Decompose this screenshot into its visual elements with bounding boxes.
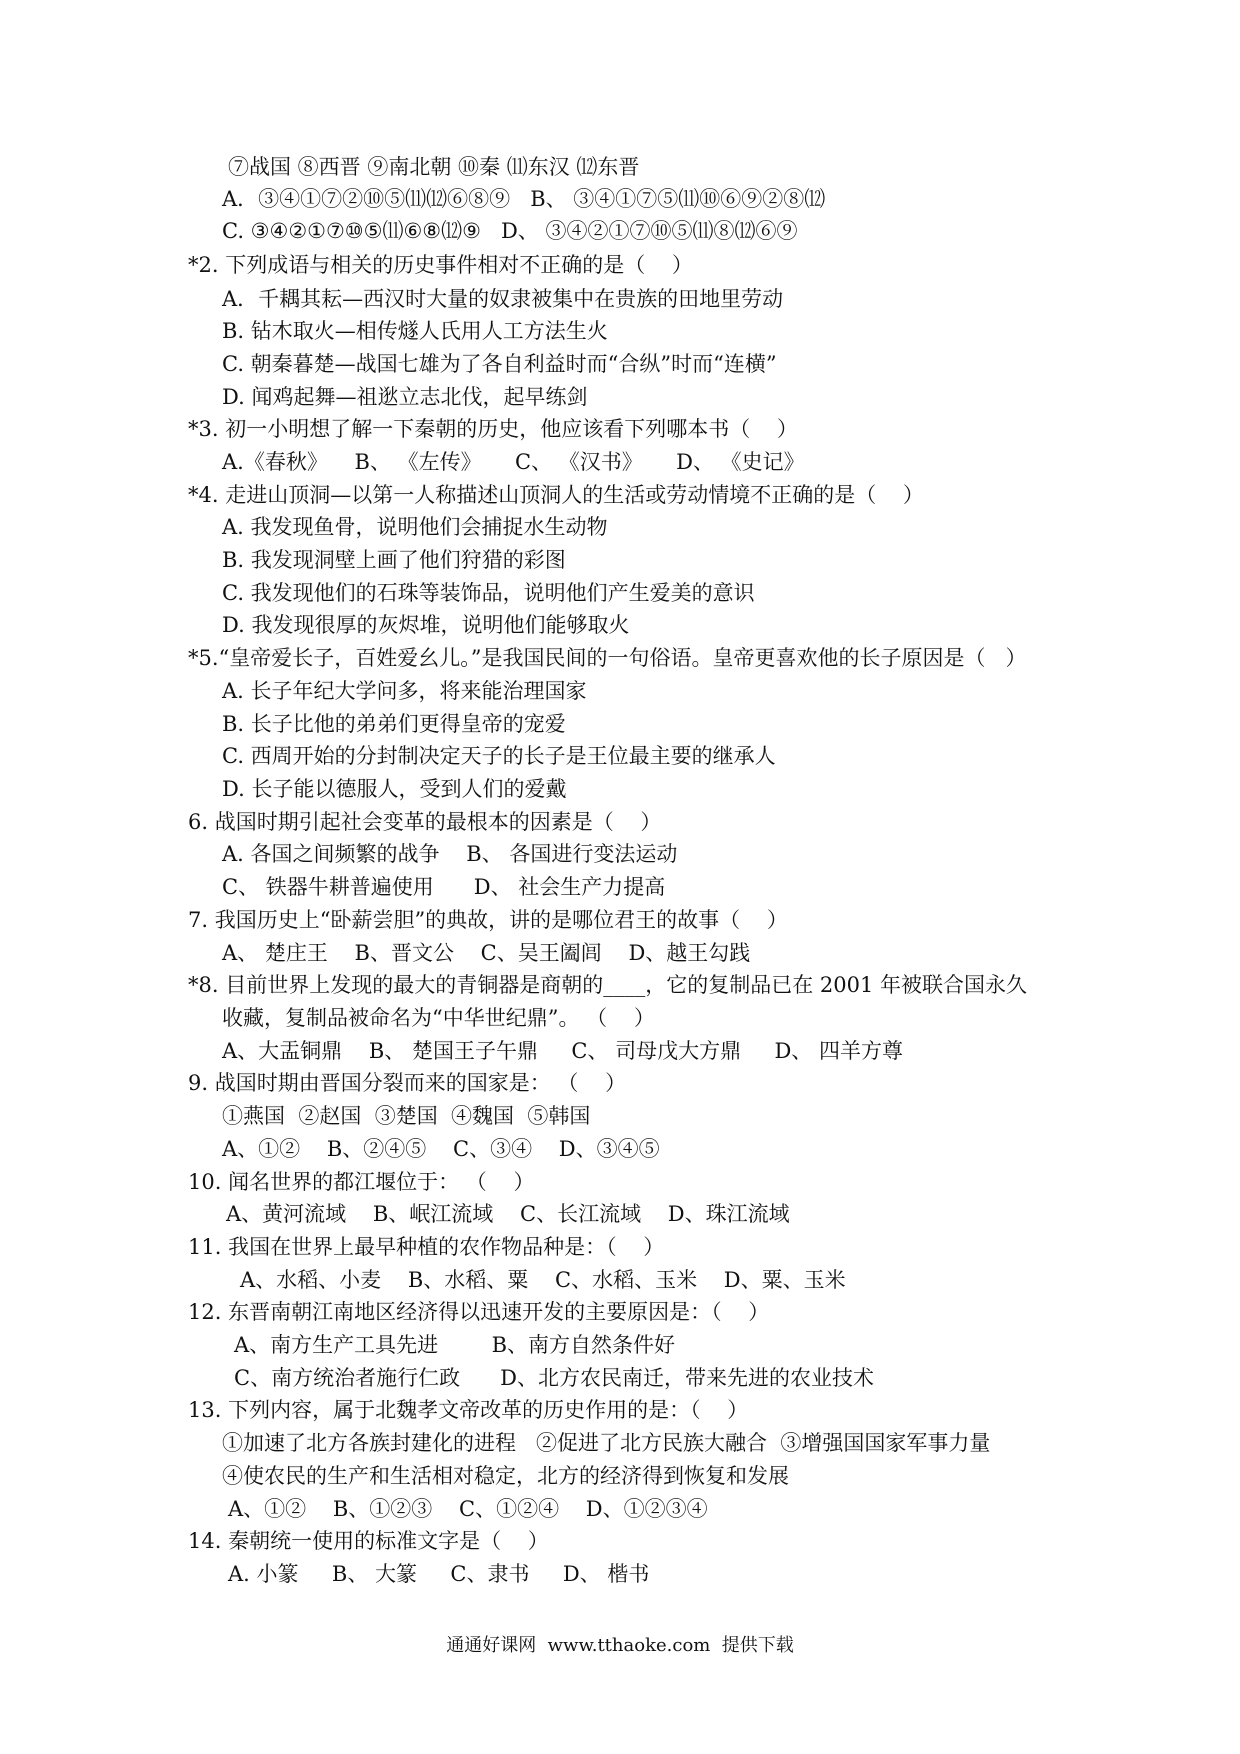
q12-options-ab: A、南方生产工具先进 B、南方自然条件好: [234, 1333, 675, 1357]
q14-question: 14. 秦朝统一使用的标准文字是（ ）: [188, 1529, 549, 1553]
q10-question: 10. 闻名世界的都江堰位于： （ ）: [188, 1170, 535, 1194]
q12-question: 12. 东晋南朝江南地区经济得以迅速开发的主要原因是：（ ）: [188, 1300, 770, 1324]
q8-options: A、大盂铜鼎 B、 楚国王子午鼎 C、 司母戊大方鼎 D、 四羊方尊: [222, 1039, 903, 1063]
q6-question: 6. 战国时期引起社会变革的最根本的因素是（ ）: [188, 810, 662, 834]
q4-question: *4. 走进山顶洞—以第一人称描述山顶洞人的生活或劳动情境不正确的是（ ）: [188, 483, 924, 507]
q2-option-a: A．千耦其耘—西汉时大量的奴隶被集中在贵族的田地里劳动: [222, 287, 784, 311]
q1-options-ab: A．③④①⑦②⑩⑤⑾⑿⑥⑧⑨ B、 ③④①⑦⑤⑾⑩⑥⑨②⑧⑿: [222, 187, 826, 211]
q7-options: A、 楚庄王 B、晋文公 C、吴王阖闾 D、越王勾践: [222, 941, 751, 965]
q11-options: A、水稻、小麦 B、水稻、粟 C、水稻、玉米 D、粟、玉米: [240, 1268, 846, 1292]
q1-eras-list: ⑦战国 ⑧西晋 ⑨南北朝 ⑩秦 ⑾东汉 ⑿东晋: [228, 155, 640, 179]
q12-options-cd: C、南方统治者施行仁政 D、北方农民南迁，带来先进的农业技术: [234, 1366, 874, 1390]
q9-items: ①燕国 ②赵国 ③楚国 ④魏国 ⑤韩国: [222, 1104, 591, 1128]
q1-options-cd: C. ③④②①⑦⑩⑤⑾⑥⑧⑿⑨ D、 ③④②①⑦⑩⑤⑾⑧⑿⑥⑨: [222, 219, 798, 243]
q2-option-c: C. 朝秦暮楚—战国七雄为了各自利益时而“合纵”时而“连横”: [222, 352, 777, 376]
q4-option-b: B. 我发现洞壁上画了他们狩猎的彩图: [222, 548, 566, 572]
q14-options: A. 小篆 B、 大篆 C、隶书 D、 楷书: [228, 1562, 650, 1586]
q5-option-c: C. 西周开始的分封制决定天子的长子是王位最主要的继承人: [222, 744, 776, 768]
q11-question: 11. 我国在世界上最早种植的农作物品种是：（ ）: [188, 1235, 665, 1259]
q6-options-cd: C、 铁器牛耕普遍使用 D、 社会生产力提高: [222, 875, 666, 899]
q10-options: A、黄河流域 B、岷江流域 C、长江流域 D、珠江流域: [226, 1202, 790, 1226]
q4-option-c: C. 我发现他们的石珠等装饰品，说明他们产生爱美的意识: [222, 581, 755, 605]
q8-question-cont: 收藏，复制品被命名为“中华世纪鼎”。 （ ）: [222, 1006, 655, 1030]
q13-items-2: ④使农民的生产和生活相对稳定，北方的经济得到恢复和发展: [222, 1464, 789, 1488]
q13-options: A、①② B、①②③ C、①②④ D、①②③④: [228, 1497, 708, 1521]
q13-items-1: ①加速了北方各族封建化的进程 ②促进了北方民族大融合 ③增强国国家军事力量: [222, 1431, 991, 1455]
q5-option-a: A. 长子年纪大学问多，将来能治理国家: [222, 679, 587, 703]
q5-question: *5.“皇帝爱长子，百姓爱幺儿。”是我国民间的一句俗语。皇帝更喜欢他的长子原因是（ ）: [188, 646, 1027, 670]
q13-question: 13. 下列内容，属于北魏孝文帝改革的历史作用的是：（ ）: [188, 1398, 749, 1422]
q8-question: *8. 目前世界上发现的最大的青铜器是商朝的____，它的复制品已在 2001 年被联合国永久: [188, 973, 1028, 997]
q9-question: 9. 战国时期由晋国分裂而来的国家是： （ ）: [188, 1071, 627, 1095]
q4-option-d: D. 我发现很厚的灰烬堆，说明他们能够取火: [222, 613, 630, 637]
q2-question: *2. 下列成语与相关的历史事件相对不正确的是（ ）: [188, 253, 693, 277]
q2-option-b: B. 钻木取火—相传燧人氏用人工方法生火: [222, 319, 608, 343]
q9-options: A、①② B、②④⑤ C、③④ D、③④⑤: [222, 1137, 660, 1161]
q2-option-d: D. 闻鸡起舞—祖逖立志北伐，起早练剑: [222, 385, 588, 409]
q4-option-a: A. 我发现鱼骨，说明他们会捕捉水生动物: [222, 515, 608, 539]
q7-question: 7. 我国历史上“卧薪尝胆”的典故，讲的是哪位君王的故事（ ）: [188, 908, 788, 932]
q6-options-ab: A. 各国之间频繁的战争 B、 各国进行变法运动: [222, 842, 678, 866]
page-footer: 通通好课网 www.tthaoke.com 提供下载: [446, 1635, 794, 1656]
q5-option-d: D. 长子能以德服人，受到人们的爱戴: [222, 777, 567, 801]
q5-option-b: B. 长子比他的弟弟们更得皇帝的宠爱: [222, 712, 566, 736]
q3-question: *3. 初一小明想了解一下秦朝的历史，他应该看下列哪本书（ ）: [188, 417, 798, 441]
q3-options: A.《春秋》 B、 《左传》 C、 《汉书》 D、 《史记》: [222, 450, 805, 474]
